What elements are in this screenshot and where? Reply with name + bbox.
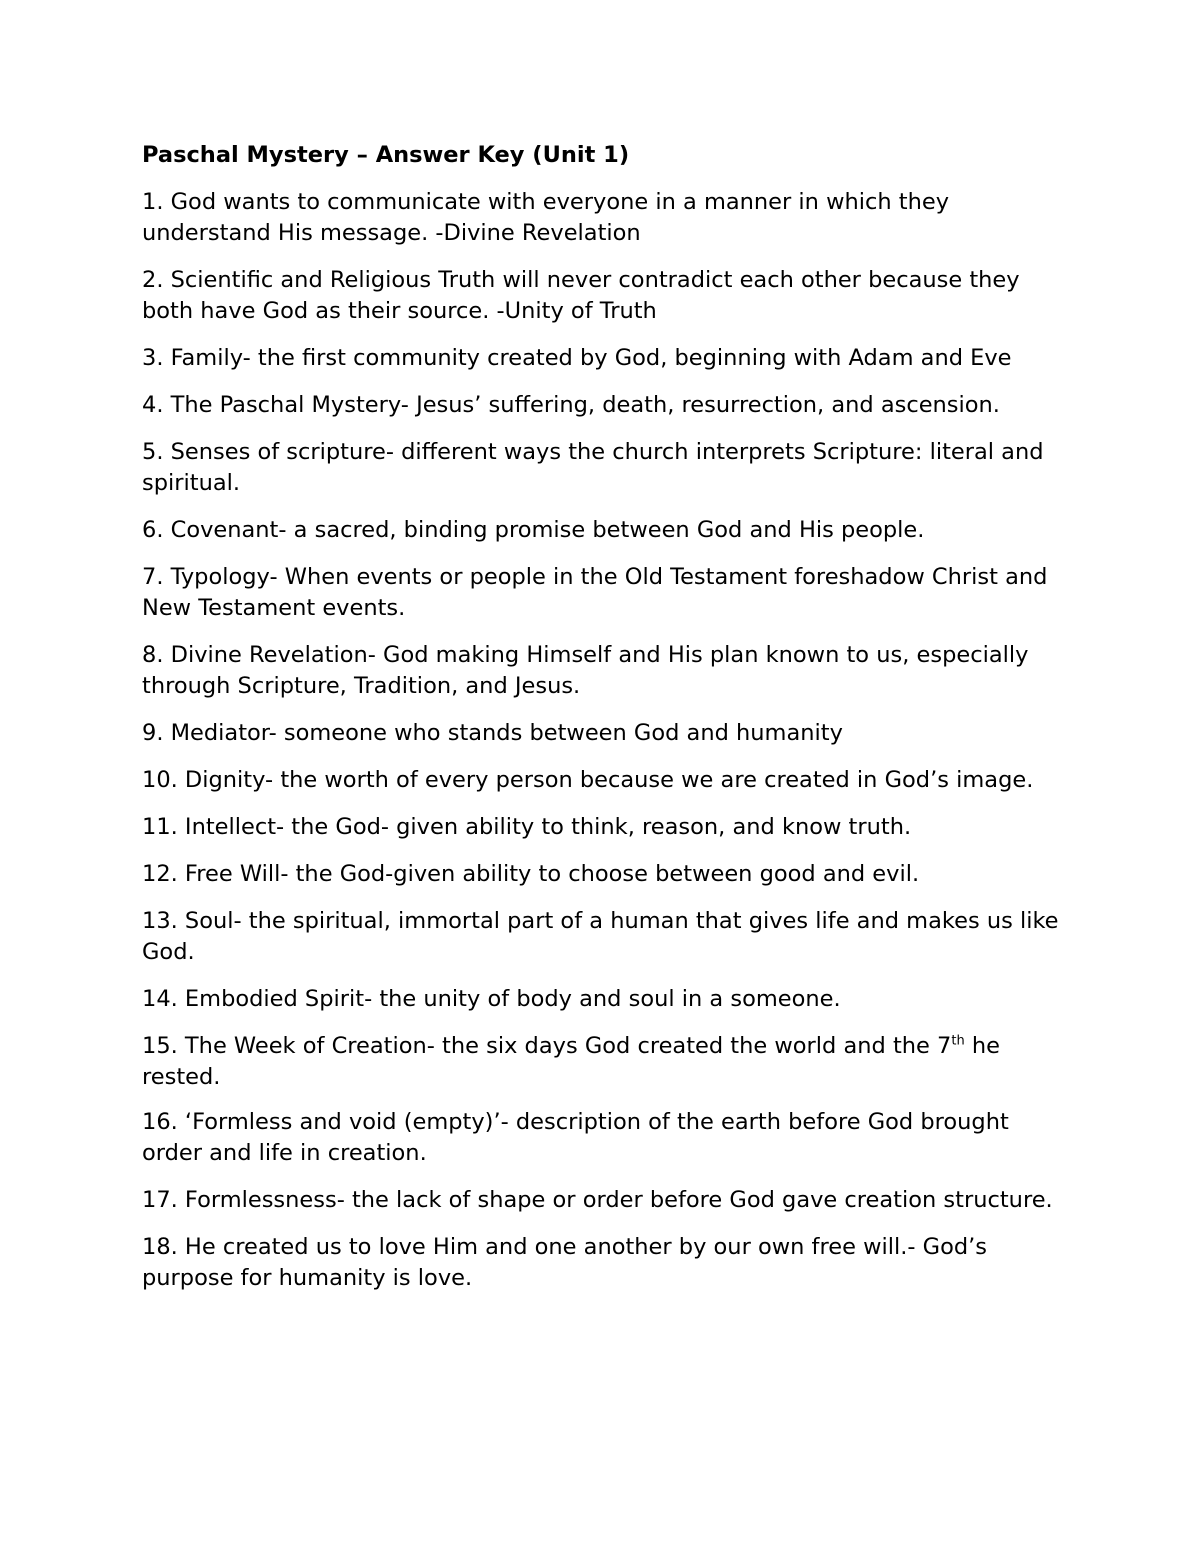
answer-item-6: 6. Covenant- a sacred, binding promise between God and His people. [142, 517, 925, 543]
answer-item-18: 18. He created us to love Him and one another by our own free will.- God’s purpose for humanity is love. [142, 1234, 988, 1291]
answer-item-15-text-end: he rested. [142, 1033, 1000, 1090]
answer-item-8: 8. Divine Revelation- God making Himself and His plan known to us, especially through Scripture, Tradition, and Jesus. [142, 642, 1029, 699]
answer-item-10: 10. Dignity- the worth of every person because we are created in God’s image. [142, 767, 1034, 793]
answer-item-1: 1. God wants to communicate with everyone in a manner in which they understand His message. -Divine Revelation [142, 189, 950, 246]
answer-item-7: 7. Typology- When events or people in the Old Testament foreshadow Christ and New Testament events. [142, 564, 1048, 621]
answer-item-16: 16. ‘Formless and void (empty)’- description of the earth before God brought order and life in creation. [142, 1109, 1009, 1166]
answer-item-11: 11. Intellect- the God- given ability to think, reason, and know truth. [142, 814, 912, 840]
ordinal-superscript: th [951, 1033, 965, 1049]
answer-item-2: 2. Scientific and Religious Truth will never contradict each other because they both have God as their source. -Unity of Truth [142, 267, 1020, 324]
answer-item-15-text: 15. The Week of Creation- the six days God created the world and the 7 [142, 1033, 952, 1059]
document-title: Paschal Mystery – Answer Key (Unit 1) [142, 142, 630, 168]
answer-item-4: 4. The Paschal Mystery- Jesus’ suffering, death, resurrection, and ascension. [142, 392, 1000, 418]
document-body [142, 140, 1067, 1310]
answer-item-3: 3. Family- the first community created by God, beginning with Adam and Eve [142, 345, 1012, 371]
answer-item-9: 9. Mediator- someone who stands between God and humanity [142, 720, 843, 746]
answer-item-15 [142, 1031, 1067, 1093]
answer-item-17: 17. Formlessness- the lack of shape or order before God gave creation structure. [142, 1187, 1053, 1213]
answer-item-14: 14. Embodied Spirit- the unity of body and soul in a someone. [142, 986, 841, 1012]
answer-item-13: 13. Soul- the spiritual, immortal part of a human that gives life and makes us like God. [142, 908, 1059, 965]
answer-item-12: 12. Free Will- the God-given ability to choose between good and evil. [142, 861, 920, 887]
answer-item-5: 5. Senses of scripture- different ways the church interprets Scripture: literal and spiritual. [142, 439, 1044, 496]
